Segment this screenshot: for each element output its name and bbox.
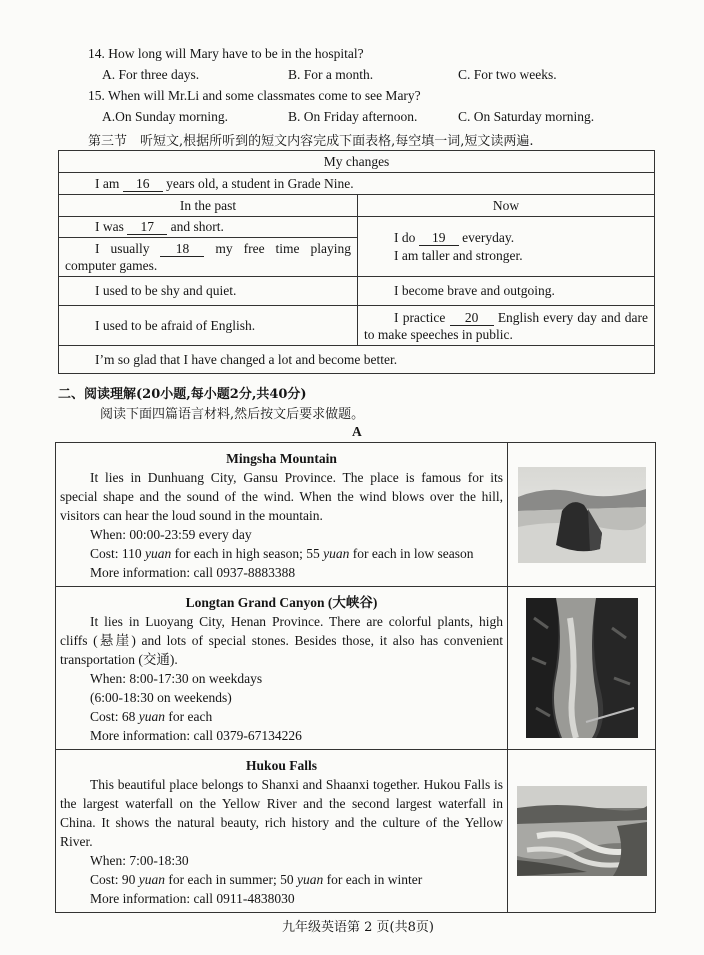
attraction-info: More information: call 0379-67134226 xyxy=(90,728,302,743)
mingsha-mountain-photo xyxy=(518,467,646,563)
attraction-description: It lies in Luoyang City, Henan Province. There are colorful plants, high cliffs (悬崖) and lots of special stones. Besides those, it also has convenient transportation (交通). xyxy=(60,614,503,667)
attraction-cost: Cost: 68 yuan for each xyxy=(90,709,213,724)
attraction-cost: Cost: 90 yuan for each in summer; 50 yuan for each in winter xyxy=(90,872,423,887)
attraction-title: Mingsha Mountain xyxy=(226,451,337,466)
now-row-3: I become brave and outgoing. xyxy=(358,277,655,306)
my-changes-table xyxy=(58,150,655,374)
attraction-hours: When: 00:00-23:59 every day xyxy=(90,527,252,542)
intro-row xyxy=(59,173,655,195)
attraction-photo-cell xyxy=(508,443,656,587)
attraction-hours-weekend: (6:00-18:30 on weekends) xyxy=(90,690,232,705)
q15-option-c: C. On Saturday morning. xyxy=(458,109,595,124)
attraction-title: Hukou Falls xyxy=(246,758,317,773)
q15-option-a: A.On Sunday morning. xyxy=(102,109,228,124)
blank-17: 17 xyxy=(127,220,167,235)
blank-20: 20 xyxy=(450,311,494,326)
attraction-info: More information: call 0911-4838030 xyxy=(90,891,295,906)
question-15-stem: 15. When will Mr.Li and some classmates come to see Mary? xyxy=(88,88,421,103)
now-row-4-a: I practice xyxy=(394,309,446,325)
past-row-2 xyxy=(59,238,358,277)
attraction-row xyxy=(56,587,656,750)
past-row-2-b: my free time playing computer games. xyxy=(65,241,352,273)
past-row-1-a: I was xyxy=(95,219,124,234)
past-row-2-a: I usually xyxy=(95,241,150,256)
attraction-description: This beautiful place belongs to Shanxi and Shaanxi together. Hukou Falls is the largest waterfall on the Yellow River and the second largest waterfall in China. It shows the natural beauty, rich history and the culture of the Yellow River. xyxy=(60,777,503,849)
attraction-photo-cell xyxy=(508,587,656,750)
attractions-table xyxy=(55,442,656,913)
attraction-hours: When: 8:00-17:30 on weekdays xyxy=(90,671,263,686)
blank-18: 18 xyxy=(160,242,204,257)
attraction-cost: Cost: 110 yuan for each in high season; 55 yuan for each in low season xyxy=(90,546,474,561)
attraction-photo-cell xyxy=(508,750,656,913)
attraction-info: More information: call 0937-8883388 xyxy=(90,565,296,580)
now-row-4-b: English every day and dare to make speeches in public. xyxy=(364,309,649,342)
now-row-1 xyxy=(358,217,655,277)
attraction-text xyxy=(56,443,508,587)
now-row-4 xyxy=(358,306,655,346)
part2-instruction: 阅读下面四篇语言材料,然后按文后要求做题。 xyxy=(100,407,365,422)
passage-letter: A xyxy=(352,424,362,439)
past-row-4: I used to be afraid of English. xyxy=(59,306,358,346)
intro-text-b: years old, a student in Grade Nine. xyxy=(166,175,354,191)
attraction-row xyxy=(56,443,656,587)
column-header-now: Now xyxy=(358,195,655,217)
intro-text-a: I am xyxy=(95,175,120,191)
attraction-description: It lies in Dunhuang City, Gansu Province. The place is famous for its special shape and the sound of the wind. When the wind blows over the hill, visitors can hear the loud sound in the mountain. xyxy=(60,470,503,523)
page-footer: 九年级英语第 2 页(共8页) xyxy=(282,920,434,935)
attraction-title: Longtan Grand Canyon (大峡谷) xyxy=(185,595,378,610)
past-row-1-b: and short. xyxy=(170,219,224,234)
attraction-text xyxy=(56,587,508,750)
blank-16: 16 xyxy=(123,177,163,192)
table-footer: I’m so glad that I have changed a lot and become better. xyxy=(59,346,655,374)
attraction-hours: When: 7:00-18:30 xyxy=(90,853,189,868)
part2-heading: 二、阅读理解(20小题,每小题2分,共40分) xyxy=(58,387,307,402)
past-row-1 xyxy=(59,217,358,238)
question-14-stem: 14. How long will Mary have to be in the hospital? xyxy=(88,46,364,61)
past-row-3: I used to be shy and quiet. xyxy=(59,277,358,306)
q14-option-a: A. For three days. xyxy=(102,67,200,82)
q15-option-b: B. On Friday afternoon. xyxy=(288,109,418,124)
table-title: My changes xyxy=(59,151,655,173)
blank-19: 19 xyxy=(419,231,459,246)
attraction-text xyxy=(56,750,508,913)
now-row-1-b: everyday. xyxy=(462,229,515,245)
section3-heading: 第三节 听短文,根据所听到的短文内容完成下面表格,每空填一词,短文读两遍. xyxy=(88,134,534,149)
now-row-1-line2: I am taller and stronger. xyxy=(394,247,523,263)
q14-option-b: B. For a month. xyxy=(288,67,374,82)
q14-option-c: C. For two weeks. xyxy=(458,67,557,82)
hukou-falls-photo xyxy=(517,786,647,876)
attraction-row xyxy=(56,750,656,913)
longtan-canyon-photo xyxy=(526,598,638,738)
now-row-1-a: I do xyxy=(394,229,416,245)
column-header-past: In the past xyxy=(59,195,358,217)
